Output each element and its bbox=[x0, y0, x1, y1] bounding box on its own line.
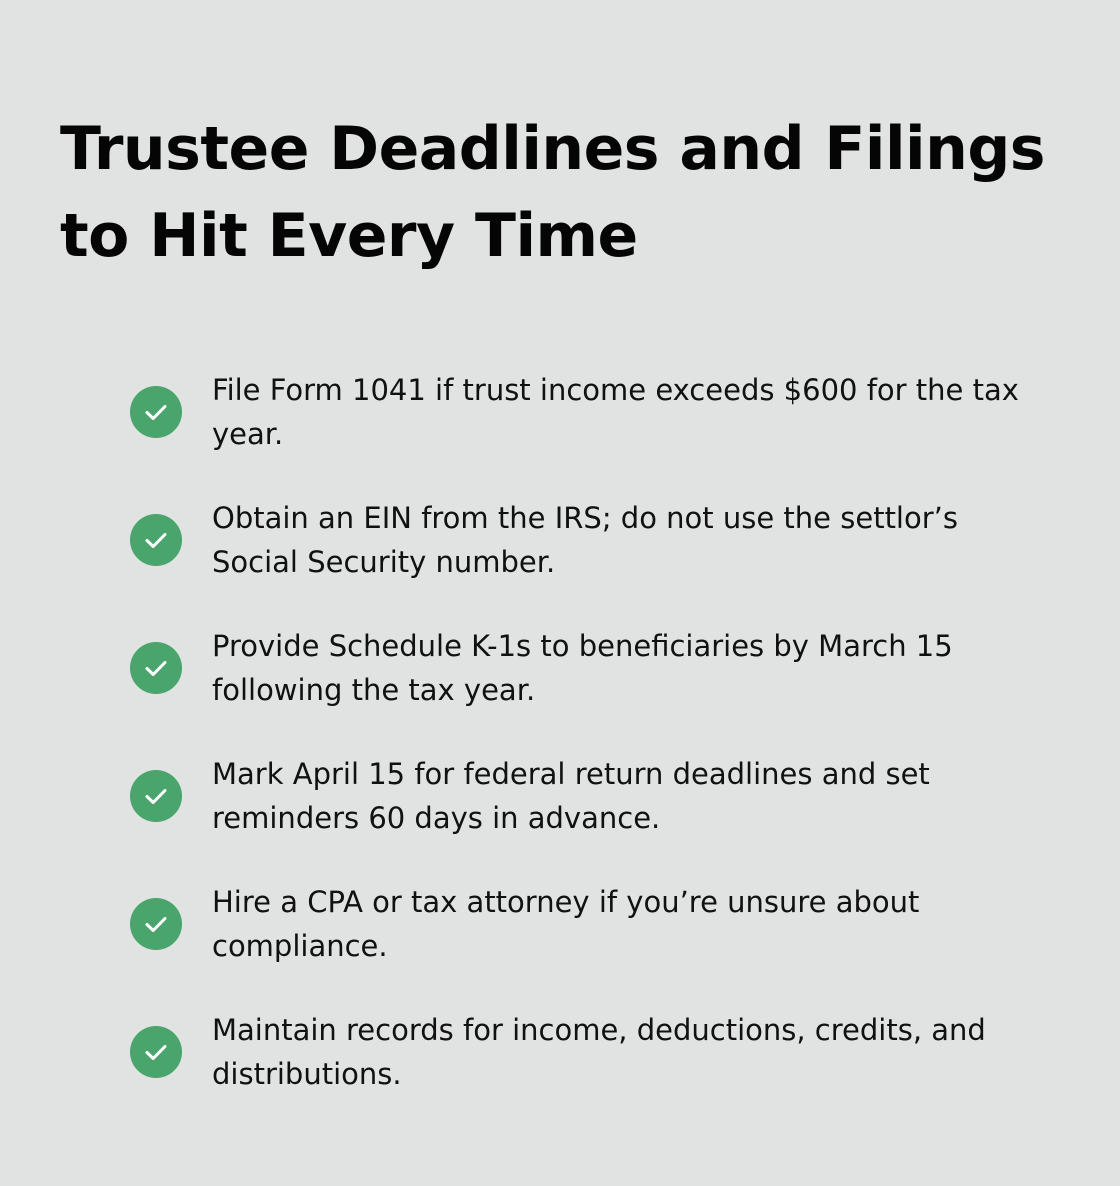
checklist-item-text bbox=[212, 624, 1072, 712]
checklist-item-schedule-k1 bbox=[130, 624, 1060, 752]
checklist-item-april-deadline bbox=[130, 752, 1060, 880]
page-title-line-2: to Hit Every Time bbox=[60, 201, 638, 271]
checklist-item-line: Hire a CPA or tax attorney if you’re unsure about bbox=[212, 885, 920, 919]
checklist-item-text bbox=[212, 496, 1072, 584]
deadlines-checklist bbox=[130, 368, 1060, 1136]
check-circle-icon bbox=[130, 1026, 182, 1078]
checklist-item-line: File Form 1041 if trust income exceeds $600 for the tax bbox=[212, 373, 1019, 407]
checklist-item-line: distributions. bbox=[212, 1057, 402, 1091]
check-circle-icon bbox=[130, 642, 182, 694]
checklist-item-line: compliance. bbox=[212, 929, 388, 963]
checklist-item-line: following the tax year. bbox=[212, 673, 536, 707]
checklist-item-ein bbox=[130, 496, 1060, 624]
checklist-item-line: Mark April 15 for federal return deadlines and set bbox=[212, 757, 930, 791]
checklist-item-line: Maintain records for income, deductions, credits, and bbox=[212, 1013, 986, 1047]
check-circle-icon bbox=[130, 386, 182, 438]
checklist-item-text bbox=[212, 1008, 1072, 1096]
checklist-item-maintain-records bbox=[130, 1008, 1060, 1136]
checklist-item-hire-professional bbox=[130, 880, 1060, 1008]
page-title bbox=[60, 106, 1060, 280]
checklist-item-text bbox=[212, 752, 1072, 840]
checklist-item-line: reminders 60 days in advance. bbox=[212, 801, 661, 835]
checklist-item-line: year. bbox=[212, 417, 284, 451]
checklist-item-line: Obtain an EIN from the IRS; do not use the settlor’s bbox=[212, 501, 958, 535]
page-title-line-1: Trustee Deadlines and Filings bbox=[60, 114, 1045, 184]
checklist-item-form-1041 bbox=[130, 368, 1060, 496]
checklist-item-line: Provide Schedule K-1s to beneficiaries by March 15 bbox=[212, 629, 953, 663]
check-circle-icon bbox=[130, 770, 182, 822]
check-circle-icon bbox=[130, 514, 182, 566]
checklist-item-text bbox=[212, 368, 1072, 456]
checklist-item-text bbox=[212, 880, 1072, 968]
check-circle-icon bbox=[130, 898, 182, 950]
checklist-item-line: Social Security number. bbox=[212, 545, 556, 579]
